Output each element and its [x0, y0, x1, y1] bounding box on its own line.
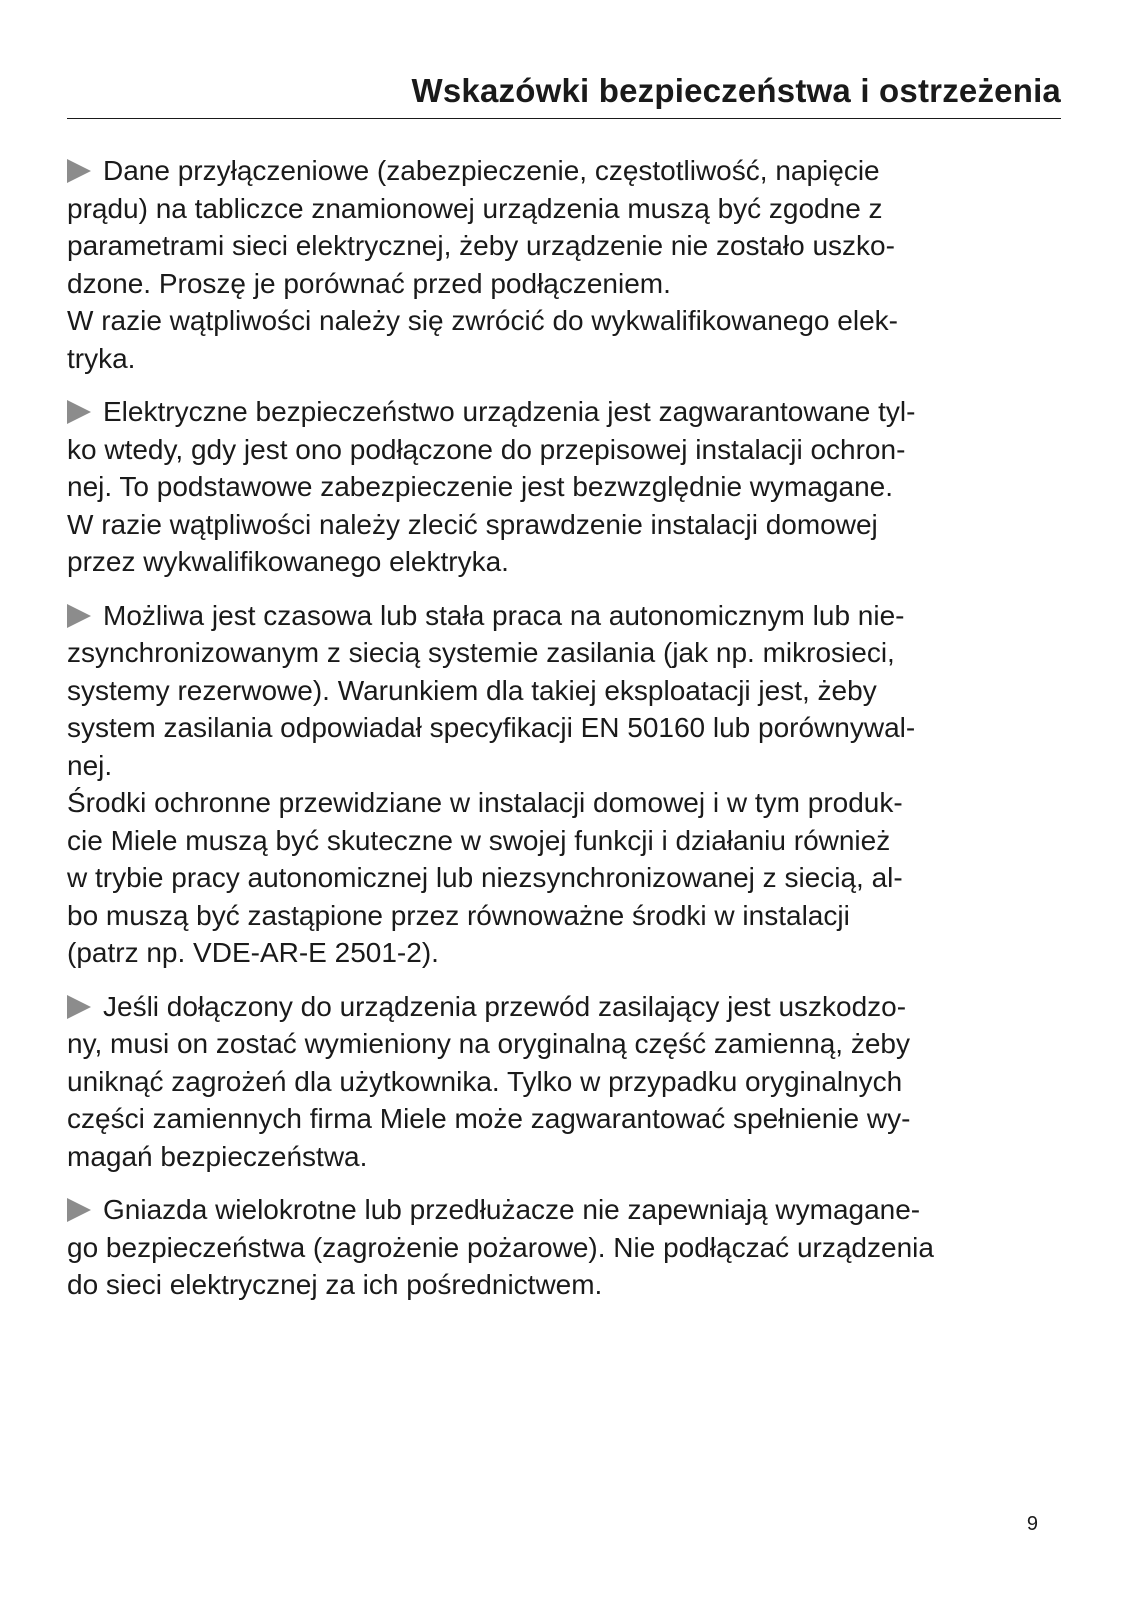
page-title: Wskazówki bezpieczeństwa i ostrzeżenia	[411, 72, 1061, 109]
text-line: nej.	[67, 749, 113, 781]
text-line: do sieci elektrycznej za ich pośrednictwem.	[67, 1269, 603, 1300]
text-line: ny, musi on zostać wymieniony na oryginalną część zamienną, żeby	[67, 1028, 910, 1059]
text-line: Środki ochronne przewidziane w instalacji domowej i w tym produk-	[67, 787, 903, 818]
text-line: parametrami sieci elektrycznej, żeby urządzenie nie zostało uszko-	[67, 230, 895, 261]
page-number: 9	[1026, 1513, 1038, 1535]
text-line: zsynchronizowanym z siecią systemie zasilania (jak np. mikrosieci,	[67, 637, 895, 668]
text-line: przez wykwalifikowanego elektryka.	[67, 546, 509, 577]
triangle-bullet-icon	[67, 995, 91, 1019]
text-line: nej. To podstawowe zabezpieczenie jest bezwzględnie wymagane.	[67, 471, 893, 502]
text-line: dzone. Proszę je porównać przed podłączeniem.	[67, 267, 671, 299]
page-header	[67, 66, 1061, 119]
text-line: Dane przyłączeniowe (zabezpieczenie, częstotliwość, napięcie	[67, 152, 1067, 190]
text-line: systemy rezerwowe). Warunkiem dla takiej eksploatacji jest, żeby	[67, 674, 877, 706]
text-line: części zamiennych firma Miele może zagwarantować spełnienie wy-	[67, 1103, 911, 1134]
text-line: bo muszą być zastąpione przez równoważne środki w instalacji	[67, 899, 850, 931]
triangle-bullet-icon	[67, 159, 91, 183]
text-line: prądu) na tabliczce znamionowej urządzenia muszą być zgodne z	[67, 192, 883, 224]
safety-instructions	[67, 152, 1067, 1320]
text-line: w trybie pracy autonomicznej lub niezsynchronizowanej z siecią, al-	[67, 862, 903, 893]
list-item	[67, 393, 1067, 581]
text-line: Gniazda wielokrotne lub przedłużacze nie zapewniają wymagane-	[67, 1191, 1067, 1229]
triangle-bullet-icon	[67, 604, 91, 628]
text-line: uniknąć zagrożeń dla użytkownika. Tylko w przypadku oryginalnych	[67, 1065, 903, 1097]
text-line: ko wtedy, gdy jest ono podłączone do przepisowej instalacji ochron-	[67, 433, 906, 465]
triangle-bullet-icon	[67, 1198, 91, 1222]
text-line: Elektryczne bezpieczeństwo urządzenia jest zagwarantowane tyl-	[67, 393, 1067, 431]
text-line: Jeśli dołączony do urządzenia przewód zasilający jest uszkodzo-	[67, 988, 1067, 1026]
text-line: cie Miele muszą być skuteczne w swojej funkcji i działaniu również	[67, 824, 891, 856]
text-line: W razie wątpliwości należy zlecić sprawdzenie instalacji domowej	[67, 508, 878, 540]
text-line: magań bezpieczeństwa.	[67, 1140, 368, 1172]
list-item	[67, 988, 1067, 1176]
text-line: tryka.	[67, 342, 136, 374]
list-item	[67, 1191, 1067, 1304]
text-line: go bezpieczeństwa (zagrożenie pożarowe). Nie podłączać urządzenia	[67, 1231, 934, 1263]
text-line: system zasilania odpowiadał specyfikacji EN 50160 lub porównywal-	[67, 712, 916, 743]
triangle-bullet-icon	[67, 400, 91, 424]
list-item	[67, 597, 1067, 972]
text-line: (patrz np. VDE-AR-E 2501-2).	[67, 937, 439, 968]
text-line: Możliwa jest czasowa lub stała praca na autonomicznym lub nie-	[67, 597, 1067, 635]
list-item	[67, 152, 1067, 377]
text-line: W razie wątpliwości należy się zwrócić do wykwalifikowanego elek-	[67, 305, 898, 336]
